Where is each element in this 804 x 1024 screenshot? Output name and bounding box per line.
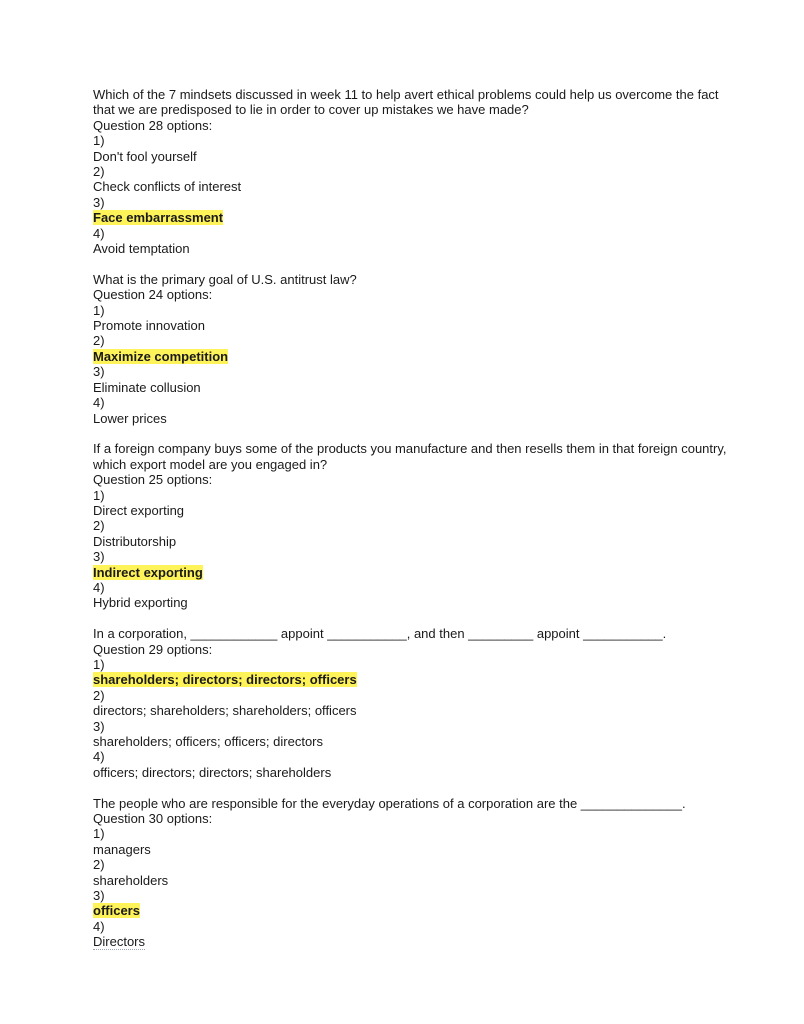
question-text: The people who are responsible for the everyday operations of a corporation are the ______________. [93, 795, 686, 811]
question-block-29 [93, 626, 733, 780]
options-label: Question 28 options: [93, 117, 213, 133]
option-text: Avoid temptation [93, 241, 190, 257]
option-text-highlighted-answer: Indirect exporting [93, 564, 203, 580]
question-block-25 [93, 441, 733, 610]
option-text: shareholders; officers; officers; directors [93, 734, 324, 750]
option-text-highlighted-answer: officers [93, 903, 140, 919]
option-text: Direct exporting [93, 502, 185, 518]
option-text: Lower prices [93, 410, 167, 426]
option-text: shareholders [93, 872, 169, 888]
option-number: 2) [93, 857, 105, 873]
option-text-highlighted-answer: Maximize competition [93, 348, 229, 364]
option-text-highlighted-answer: Face embarrassment [93, 210, 224, 226]
question-block-30 [93, 796, 733, 950]
question-text: If a foreign company buys some of the products you manufacture and then resells them in that foreign country, which export model are you engaged in? [93, 441, 727, 472]
option-number: 4) [93, 918, 105, 934]
option-number: 4) [93, 579, 105, 595]
option-number: 4) [93, 395, 105, 411]
option-number: 1) [93, 656, 105, 672]
question-text: Which of the 7 mindsets discussed in week 11 to help avert ethical problems could help us overcome the fact that we are predisposed to lie in order to cover up mistakes we have made? [93, 87, 719, 118]
option-number: 3) [93, 718, 105, 734]
question-block-24 [93, 272, 733, 426]
option-text: Hybrid exporting [93, 595, 188, 611]
options-label: Question 29 options: [93, 641, 213, 657]
option-text: Eliminate collusion [93, 379, 201, 395]
option-number: 1) [93, 302, 105, 318]
option-text-spellcheck-underlined: Directors [93, 934, 146, 950]
option-number: 2) [93, 164, 105, 180]
option-number: 2) [93, 333, 105, 349]
options-label: Question 25 options: [93, 472, 213, 488]
option-number: 3) [93, 194, 105, 210]
option-number: 4) [93, 749, 105, 765]
document-body [93, 87, 733, 965]
option-text: Promote innovation [93, 318, 206, 334]
option-text: Don't fool yourself [93, 148, 197, 164]
option-text: Distributorship [93, 533, 177, 549]
option-text-highlighted-answer: shareholders; directors; directors; officers [93, 672, 357, 688]
option-number: 1) [93, 826, 105, 842]
option-text: Check conflicts of interest [93, 179, 242, 195]
option-number: 1) [93, 133, 105, 149]
options-label: Question 30 options: [93, 811, 213, 827]
option-number: 3) [93, 364, 105, 380]
option-number: 3) [93, 888, 105, 904]
option-number: 2) [93, 687, 105, 703]
question-text: What is the primary goal of U.S. antitrust law? [93, 271, 357, 287]
option-number: 2) [93, 518, 105, 534]
option-text: officers; directors; directors; shareholders [93, 764, 332, 780]
option-number: 3) [93, 549, 105, 565]
option-text: managers [93, 841, 151, 857]
question-block-28 [93, 87, 733, 256]
option-number: 1) [93, 487, 105, 503]
option-text: directors; shareholders; shareholders; officers [93, 703, 357, 719]
question-text: In a corporation, ____________ appoint ___________, and then _________ appoint ___________. [93, 626, 667, 642]
options-label: Question 24 options: [93, 287, 213, 303]
option-number: 4) [93, 225, 105, 241]
